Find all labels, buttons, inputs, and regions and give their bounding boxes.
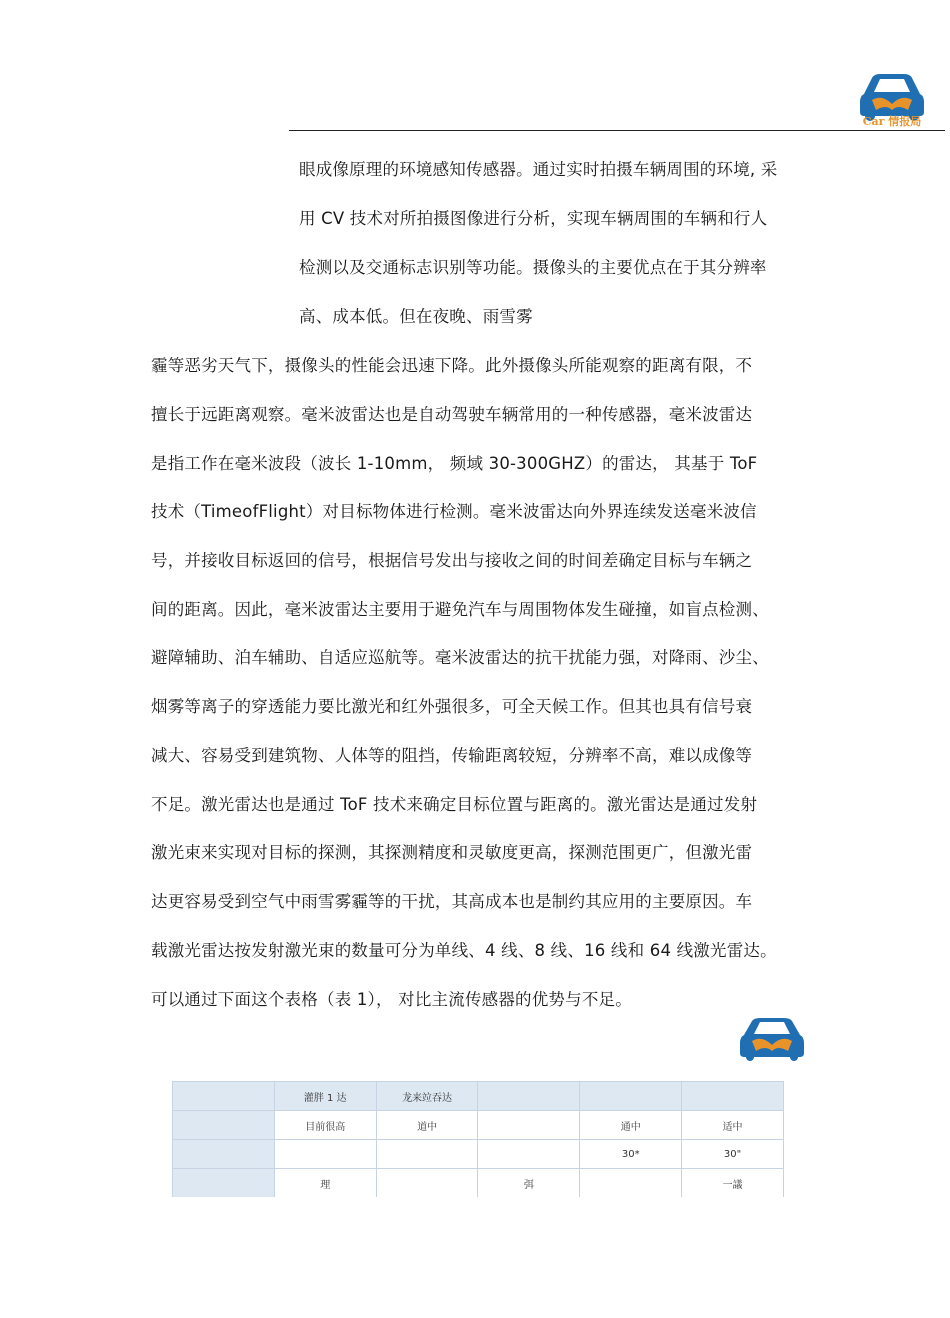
table-cell (173, 1111, 275, 1140)
table-cell (173, 1169, 275, 1198)
sensor-comparison-table (172, 1081, 784, 1197)
text-line: 避障辅助、泊车辅助、自适应巡航等。毫米波雷达的抗干扰能力强，对降雨、沙尘、 (151, 648, 769, 667)
text-line: 激光束来实现对目标的探测，其探测精度和灵敏度更高，探测范围更广，但激光雷 (151, 843, 753, 862)
text-line: 达更容易受到空气中雨雪雾霾等的干扰，其高成本也是制约其应用的主要原因。车 (151, 892, 753, 911)
table-cell (478, 1140, 580, 1169)
text-line: 高、成本低。但在夜晚、雨雪雾 (299, 307, 533, 326)
text-line: 不足。激光雷达也是通过 ToF 技术来确定目标位置与距离的。激光雷达是通过发射 (151, 795, 758, 814)
table-cell: 目前很高 (274, 1111, 376, 1140)
text-line: 霾等恶劣天气下，摄像头的性能会迅速下降。此外摄像头所能观察的距离有限，不 (151, 356, 753, 375)
table-cell (274, 1140, 376, 1169)
table-cell: 道中 (376, 1111, 478, 1140)
table-cell (376, 1169, 478, 1198)
text-line: 间的距离。因此，毫米波雷达主要用于避免汽车与周围物体发生碰撞，如盲点检测、 (151, 600, 769, 619)
table-row (173, 1082, 784, 1111)
table-cell: 30* (580, 1140, 682, 1169)
text-line: 减大、容易受到建筑物、人体等的阻挡，传输距离较短，分辨率不高，难以成像等 (151, 746, 753, 765)
table-cell: 一議 (682, 1169, 784, 1198)
table-cell (173, 1140, 275, 1169)
header-divider (289, 130, 945, 131)
text-line: 烟雾等离子的穿透能力要比激光和红外强很多，可全天候工作。但其也具有信号衰 (151, 697, 753, 716)
table-cell: 30" (682, 1140, 784, 1169)
table-row (173, 1140, 784, 1169)
table-cell (580, 1169, 682, 1198)
table-cell: 适中 (682, 1111, 784, 1140)
table-cell (478, 1111, 580, 1140)
logo-text: Car 情报局 (862, 115, 922, 128)
car-logo-icon (738, 1015, 806, 1061)
table-cell: 灌胖 1 达 (274, 1082, 376, 1111)
table-cell (478, 1082, 580, 1111)
text-line: 载激光雷达按发射激光束的数量可分为单线、4 线、8 线、16 线和 64 线激光雷达。 (151, 941, 777, 960)
table-cell: 理 (274, 1169, 376, 1198)
text-line: 用 CV 技术对所拍摄图像进行分析，实现车辆周围的车辆和行人 (299, 209, 768, 228)
table-cell (682, 1082, 784, 1111)
text-line: 可以通过下面这个表格（表 1）， 对比主流传感器的优势与不足。 (151, 990, 632, 1009)
text-line: 是指工作在毫米波段（波长 1-10mm， 频域 30-300GHZ）的雷达， 其基于 ToF (151, 454, 758, 473)
table-cell: 通中 (580, 1111, 682, 1140)
table-cell (580, 1082, 682, 1111)
table-cell: 龙来竝吞达 (376, 1082, 478, 1111)
text-line: 眼成像原理的环境感知传感器。通过实时拍摄车辆周围的环境, 采 (299, 160, 778, 179)
table-row (173, 1169, 784, 1198)
table-cell (376, 1140, 478, 1169)
text-line: 擅长于远距离观察。毫米波雷达也是自动驾驶车辆常用的一种传感器，毫米波雷达 (151, 405, 753, 424)
table-cell (173, 1082, 275, 1111)
text-line: 技术（TimeofFlight）对目标物体进行检测。毫米波雷达向外界连续发送毫米波信 (151, 502, 757, 521)
table-row (173, 1111, 784, 1140)
text-line: 号，并接收目标返回的信号，根据信号发出与接收之间的时间差确定目标与车辆之 (151, 551, 753, 570)
table-cell: 弭 (478, 1169, 580, 1198)
text-line: 检测以及交通标志识别等功能。摄像头的主要优点在于其分辨率 (299, 258, 767, 277)
